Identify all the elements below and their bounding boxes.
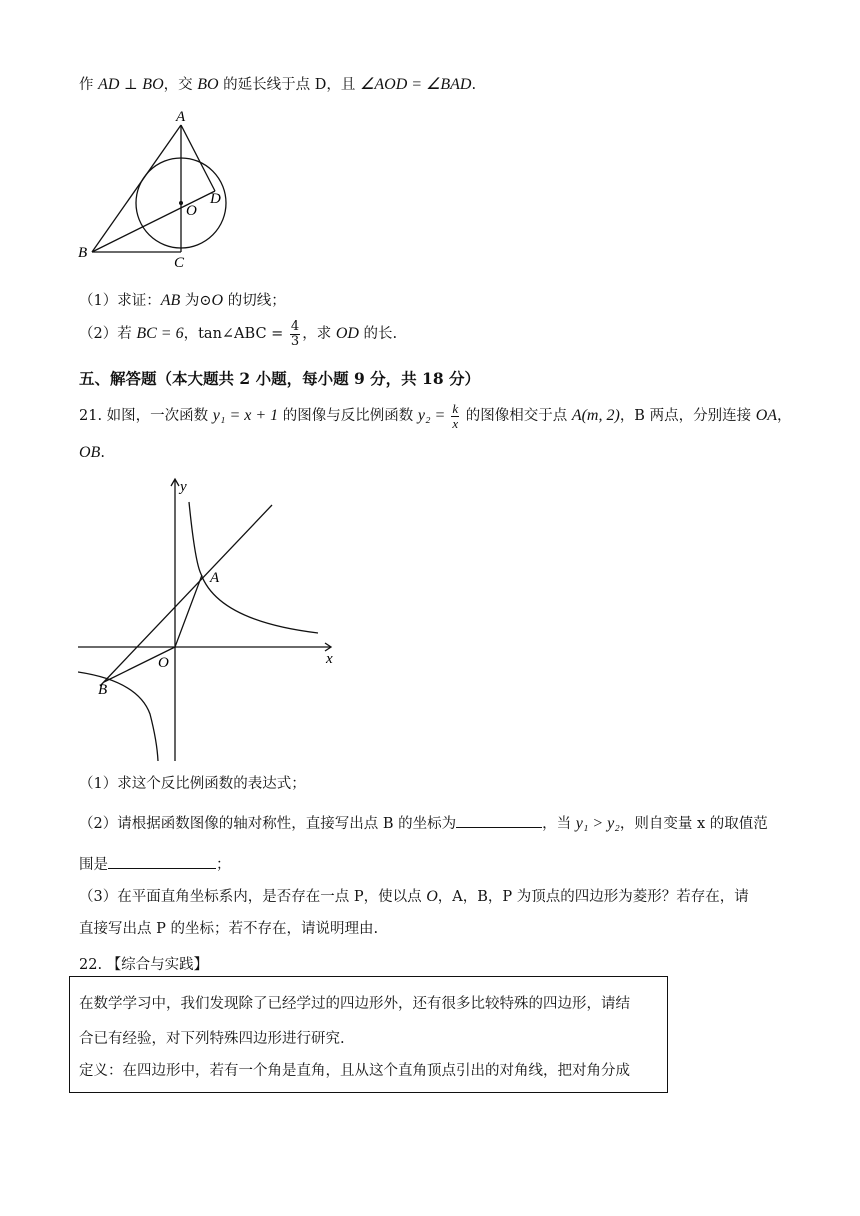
- hyperbola-branch-1: [189, 502, 318, 633]
- perp-symbol: ⊥: [119, 77, 143, 93]
- label-c: C: [174, 255, 185, 270]
- text: 的切线；: [223, 293, 286, 309]
- math-od: OD: [335, 325, 359, 343]
- label-y: y: [180, 479, 187, 495]
- math-ad: AD: [98, 76, 120, 93]
- text: ，A，B，P 为顶点的四边形为菱形？若存在，请: [437, 889, 749, 905]
- text: ，则自变量 x 的取值范: [619, 816, 768, 832]
- math-bo: BO: [197, 76, 219, 93]
- q22-heading: 22. 【综合与实践】: [79, 957, 209, 973]
- text: ；: [216, 857, 231, 873]
- text: .: [100, 445, 105, 461]
- label-b: B: [98, 682, 108, 698]
- segment-oa: [175, 575, 202, 647]
- q21-part3-cont: 直接写出点 P 的坐标；若不存在，请说明理由.: [79, 921, 379, 937]
- label-b: B: [78, 245, 88, 261]
- line-y1: [100, 505, 272, 686]
- label-a: A: [210, 570, 220, 586]
- line-ad-perp-bo: [79, 73, 476, 94]
- label-a: A: [176, 109, 186, 125]
- text: 21. 如图，一次函数: [79, 408, 213, 425]
- math-oa: OA: [755, 407, 778, 425]
- q21-part3: [79, 885, 749, 906]
- segment-bd: [92, 191, 215, 252]
- label-x: x: [326, 651, 333, 667]
- text: 的长.: [358, 326, 398, 343]
- text: （2）请根据函数图像的轴对称性，直接写出点 B 的坐标为: [79, 816, 457, 832]
- text: 为⊙: [180, 293, 212, 309]
- circle-tangent-figure: [70, 105, 260, 270]
- segment-ab: [92, 125, 181, 252]
- q21-part1: （1）求这个反比例函数的表达式；: [79, 776, 306, 792]
- text: ，交: [163, 77, 198, 93]
- section-heading: 五、解答题（本大题共 2 小题，每小题 9 分，共 18 分）: [79, 369, 481, 388]
- text: ，B 两点，分别连接: [619, 408, 756, 425]
- box-line-1: 在数学学习中，我们发现除了已经学过的四边形外，还有很多比较特殊的四边形，请结: [79, 996, 630, 1012]
- text: 作: [79, 77, 99, 93]
- function-graph: [78, 476, 340, 764]
- denominator: x: [452, 415, 459, 431]
- fraction-k-x: [451, 402, 459, 430]
- box-line-3: 定义：在四边形中，若有一个角是直角，且从这个直角顶点引出的对角线，把对角分成: [79, 1063, 630, 1079]
- text: （2）若: [79, 326, 137, 343]
- text: ，: [777, 408, 792, 425]
- answer-blank[interactable]: [456, 813, 542, 828]
- q21-stem: [79, 402, 792, 430]
- answer-blank[interactable]: [108, 854, 216, 869]
- text: 围是: [79, 857, 108, 873]
- math-ab: AB: [160, 292, 181, 309]
- q21-stem-cont: [79, 444, 105, 462]
- math-o: O: [211, 292, 224, 309]
- text: ，tan∠ABC =: [183, 326, 288, 343]
- text: 的图像相交于点: [461, 408, 572, 425]
- text: （1）求证：: [79, 293, 161, 309]
- math-y2: y₂ =: [417, 407, 450, 425]
- math-point-a: A(m, 2): [571, 407, 620, 425]
- box-line-2: 合已有经验，对下列特殊四边形进行研究.: [79, 1031, 345, 1047]
- denominator: 3: [290, 333, 300, 349]
- q20-part2: [79, 320, 397, 348]
- math-bo: BO: [142, 76, 164, 93]
- label-origin: O: [158, 655, 169, 671]
- q21-part2-cont: [79, 853, 231, 874]
- center-point: [179, 201, 183, 205]
- numerator: 4: [290, 319, 300, 334]
- label-o: O: [186, 203, 197, 219]
- numerator: k: [452, 401, 459, 416]
- math-o: O: [426, 888, 438, 905]
- math-ob: OB: [79, 444, 101, 461]
- text: 的延长线于点 D，且: [218, 77, 361, 93]
- label-d: D: [210, 191, 221, 207]
- math-angle-eq: ∠AOD = ∠BAD: [360, 76, 472, 93]
- definition-box: [69, 976, 668, 1093]
- math-linear-function: y₁ = x + 1: [212, 407, 279, 425]
- text: ，求: [302, 326, 336, 343]
- q20-part1: [79, 289, 286, 310]
- text: ，当: [542, 816, 576, 832]
- text: .: [471, 77, 477, 93]
- text: 的图像与反比例函数: [278, 408, 418, 425]
- q21-part2: [79, 812, 768, 833]
- text: （3）在平面直角坐标系内，是否存在一点 P，使以点: [79, 889, 427, 905]
- math-condition: y₁ > y₂: [575, 815, 620, 832]
- fraction-4-3: [290, 320, 300, 348]
- hyperbola-branch-2: [78, 672, 158, 761]
- math-bc: BC = 6: [136, 325, 184, 343]
